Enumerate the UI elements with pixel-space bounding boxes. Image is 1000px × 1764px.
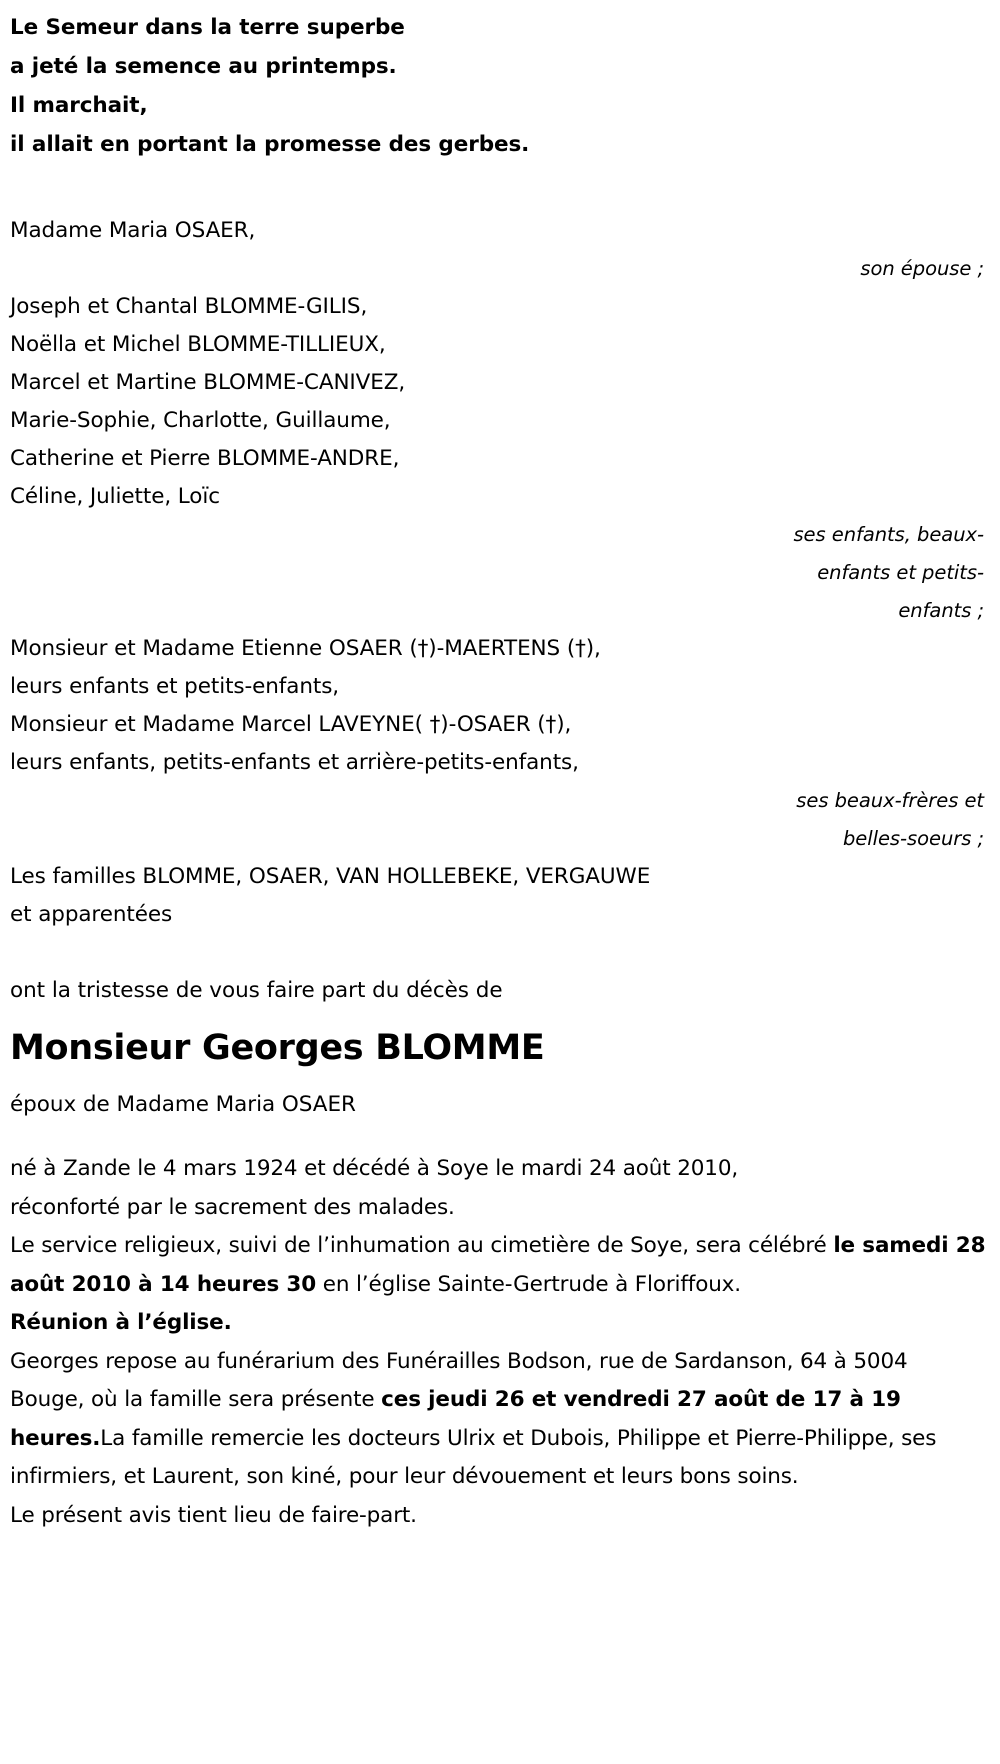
service-date-time: le samedi 28 août 2010 à 14 heures 30 (10, 1233, 986, 1297)
epigraph (10, 8, 986, 164)
relation-label: belles-soeurs ; (842, 827, 984, 850)
relation-label: enfants et petits- (817, 561, 984, 584)
family-name-line: Les familles BLOMME, OSAER, VAN HOLLEBEKE, VERGAUWE (10, 864, 651, 889)
spacer (10, 186, 986, 212)
family-name-line: et apparentées (10, 902, 173, 927)
family-name-line: Céline, Juliette, Loïc (10, 484, 220, 509)
spacer (10, 1124, 986, 1150)
spacer (10, 934, 986, 972)
family-name-line: leurs enfants et petits-enfants, (10, 674, 340, 699)
service-text-after: en l’église Sainte-Gertrude à Floriffoux. (316, 1271, 741, 1297)
deceased-name: Monsieur Georges BLOMME (10, 1028, 545, 1068)
meeting-note: Réunion à l’église. (10, 1310, 232, 1335)
family-name-line: Noëlla et Michel BLOMME-TILLIEUX, (10, 332, 386, 357)
relation-label: son épouse ; (860, 257, 984, 280)
family-name-line: Joseph et Chantal BLOMME-GILIS, (10, 294, 368, 319)
family-name-line: Monsieur et Madame Etienne OSAER (†)-MAERTENS (†), (10, 636, 601, 661)
spouse-of-line: époux de Madame Maria OSAER (10, 1092, 356, 1117)
relation-label: ses beaux-frères et (796, 789, 984, 812)
family-name-line: leurs enfants, petits-enfants et arrière-petits-enfants, (10, 750, 579, 775)
funerarium-visiting-hours: ces jeudi 26 et vendredi 27 août de 17 à 19 heures. (10, 1387, 901, 1451)
service-paragraph (10, 1227, 986, 1304)
funerarium-thanks-text: La famille remercie les docteurs Ulrix et Dubois, Philippe et Pierre-Philippe, ses infirmiers, et Laurent, son kiné, pour leur dévouement et leurs bons soins. (10, 1425, 937, 1489)
birth-death-paragraph (10, 1150, 986, 1227)
family-group-spouse (10, 212, 986, 288)
announcement-intro: ont la tristesse de vous faire part du décès de (10, 978, 503, 1003)
family-name-line: Madame Maria OSAER, (10, 218, 256, 243)
funerarium-paragraph (10, 1343, 986, 1497)
family-name-line: Catherine et Pierre BLOMME-ANDRE, (10, 446, 400, 471)
family-name-line: Marcel et Martine BLOMME-CANIVEZ, (10, 370, 406, 395)
funerarium-text-before: Georges repose au funérarium des Funérailles Bodson, rue de Sardanson, 64 à 5004 Bouge, où la famille sera présente (10, 1348, 908, 1412)
family-name-line: Marie-Sophie, Charlotte, Guillaume, (10, 408, 391, 433)
relation-label: enfants ; (898, 599, 984, 622)
family-group-children (10, 288, 986, 630)
epigraph-line: a jeté la semence au printemps. (10, 54, 397, 79)
spacer (10, 1010, 986, 1024)
birth-death-line-1: né à Zande le 4 mars 1924 et décédé à Soye le mardi 24 août 2010, (10, 1156, 739, 1181)
family-group-in-laws (10, 630, 986, 858)
closing-note: Le présent avis tient lieu de faire-part. (10, 1502, 417, 1528)
epigraph-line: Il marchait, (10, 93, 148, 118)
epigraph-line: il allait en portant la promesse des gerbes. (10, 132, 530, 157)
spacer (10, 1072, 986, 1086)
family-group-extended (10, 858, 986, 934)
family-name-line: Monsieur et Madame Marcel LAVEYNE( †)-OSAER (†), (10, 712, 572, 737)
birth-death-line-2: réconforté par le sacrement des malades. (10, 1194, 455, 1220)
epigraph-line: Le Semeur dans la terre superbe (10, 15, 405, 40)
relation-label: ses enfants, beaux- (793, 523, 984, 546)
service-text-before: Le service religieux, suivi de l’inhumation au cimetière de Soye, sera célébré (10, 1233, 834, 1258)
